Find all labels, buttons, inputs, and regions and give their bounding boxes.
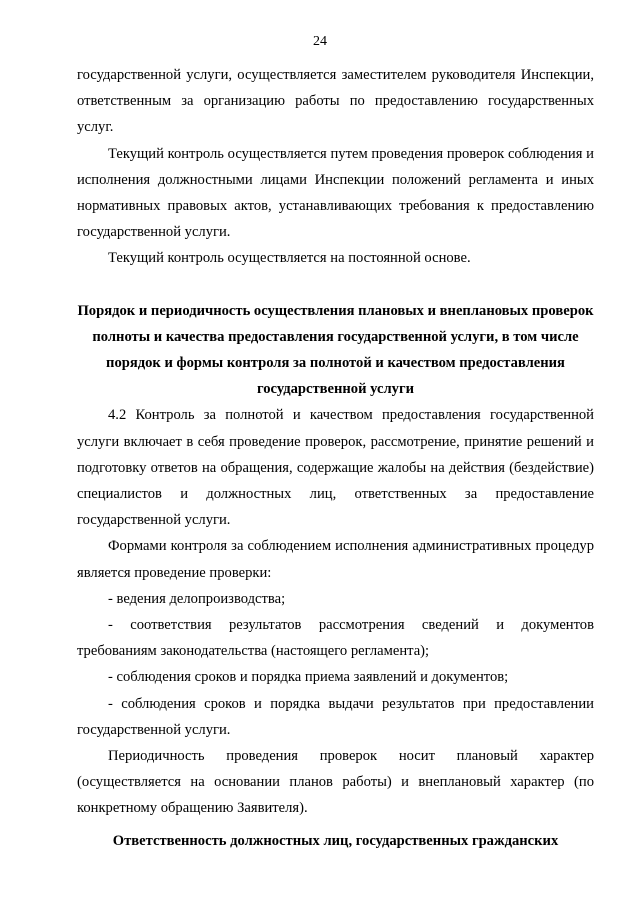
list-item-issuance-deadlines: - соблюдения сроков и порядка выдачи результатов при предоставлении государственной услуги. — [77, 695, 594, 738]
list-item-compliance: - соответствия результатов рассмотрения сведений и документов требованиям законодательства (настоящего регламента); — [77, 617, 594, 660]
paragraph-4-2: 4.2 Контроль за полнотой и качеством предоставления государственной услуги включает в себя проведение проверок, рассмотрение, принятие решений и подготовку ответов на обращения, содержащие жалобы на действия (бездействие) специалистов и должностных лиц, ответственных за предоставление государственной услуги. — [77, 407, 594, 529]
paragraph-current-control: Текущий контроль осуществляется путем проведения проверок соблюдения и исполнения должностными лицами Инспекции положений регламента и иных нормативных правовых актов, устанавливающих требования к предоставлению государственной услуги. — [77, 145, 594, 241]
page-number: 24 — [313, 34, 327, 49]
document-body — [77, 62, 594, 854]
section-heading-inspections: Порядок и периодичность осуществления плановых и внеплановых проверок полноты и качества предоставления государственной услуги, в том числе порядок и формы контроля за полнотой и качеством предоставления государственной услуги — [77, 302, 594, 398]
section-spacer — [77, 272, 594, 298]
paragraph-control-forms: Формами контроля за соблюдением исполнения административных процедур является проведение проверки: — [77, 538, 594, 581]
list-item-records: - ведения делопроизводства; — [108, 590, 286, 607]
paragraph-periodicity: Периодичность проведения проверок носит плановый характер (осуществляется на основании планов работы) и внеплановый характер (по конкретному обращению Заявителя). — [77, 748, 594, 817]
paragraph-continuation: государственной услуги, осуществляется заместителем руководителя Инспекции, ответственным за организацию работы по предоставлению государственных услуг. — [77, 67, 594, 136]
list-item-intake-deadlines: - соблюдения сроков и порядка приема заявлений и документов; — [108, 669, 509, 686]
section-heading-responsibility: Ответственность должностных лиц, государственных гражданских — [112, 832, 559, 849]
paragraph-current-control-basis: Текущий контроль осуществляется на постоянной основе. — [108, 250, 471, 267]
